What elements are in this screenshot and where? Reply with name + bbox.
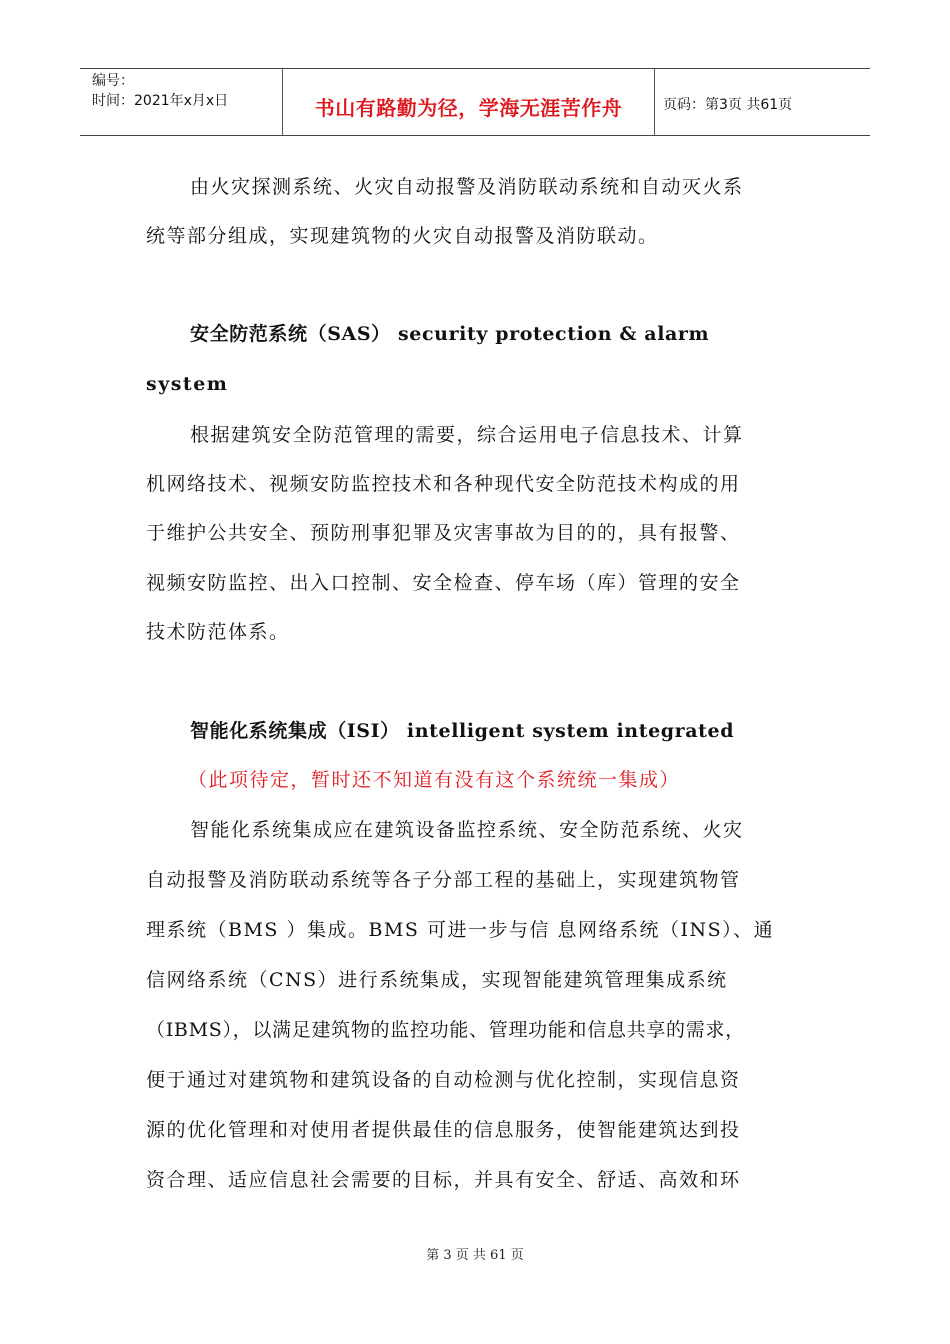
- paragraph-line: 自动报警及消防联动系统等各子分部工程的基础上，实现建筑物管: [146, 869, 741, 891]
- header-meta: [80, 69, 283, 135]
- paragraph-line: 理系统（BMS ）集成。BMS 可进一步与信 息网络系统（INS）、通: [146, 919, 775, 941]
- header-motto: 书山有路勤为径，学海无涯苦作舟: [283, 69, 655, 135]
- paragraph-line: 信网络系统（CNS）进行系统集成，实现智能建筑管理集成系统: [146, 969, 728, 991]
- paragraph-line: 资合理、适应信息社会需要的目标，并具有安全、舒适、高效和环: [146, 1169, 741, 1191]
- document-number-label: 编号：: [92, 73, 134, 89]
- section-heading-sas: 安全防范系统（SAS） security protection & alarm: [190, 323, 710, 345]
- paragraph-line: 视频安防监控、出入口控制、安全检查、停车场（库）管理的安全: [146, 572, 741, 594]
- paragraph-line: 智能化系统集成应在建筑设备监控系统、安全防范系统、火灾: [190, 819, 744, 841]
- note-pending: （此项待定，暂时还不知道有没有这个系统统一集成）: [188, 769, 681, 791]
- paragraph-line: 机网络技术、视频安防监控技术和各种现代安全防范技术构成的用: [146, 473, 741, 495]
- document-date: 时间：2021年x月x日: [92, 93, 229, 109]
- paragraph-line: （IBMS），以满足建筑物的监控功能、管理功能和信息共享的需求，: [146, 1019, 745, 1041]
- section-heading-isi: 智能化系统集成（ISI） intelligent system integrated: [190, 720, 735, 742]
- section-heading-sas-cont: system: [146, 373, 229, 395]
- paragraph-line: 于维护公共安全、预防刑事犯罪及灾害事故为目的的，具有报警、: [146, 522, 741, 544]
- paragraph-line: 根据建筑安全防范管理的需要，综合运用电子信息技术、计算: [190, 424, 744, 446]
- page-header: [80, 68, 870, 136]
- header-page-info: 页码：第3页 共61页: [663, 97, 793, 113]
- paragraph-line: 统等部分组成，实现建筑物的火灾自动报警及消防联动。: [146, 225, 659, 247]
- paragraph-line: 由火灾探测系统、火灾自动报警及消防联动系统和自动灭火系: [190, 176, 744, 198]
- paragraph-line: 便于通过对建筑物和建筑设备的自动检测与优化控制，实现信息资: [146, 1069, 741, 1091]
- paragraph-line: 技术防范体系。: [146, 621, 290, 643]
- paragraph-line: 源的优化管理和对使用者提供最佳的信息服务，使智能建筑达到投: [146, 1119, 741, 1141]
- page-footer: 第 3 页 共 61 页: [426, 1248, 524, 1263]
